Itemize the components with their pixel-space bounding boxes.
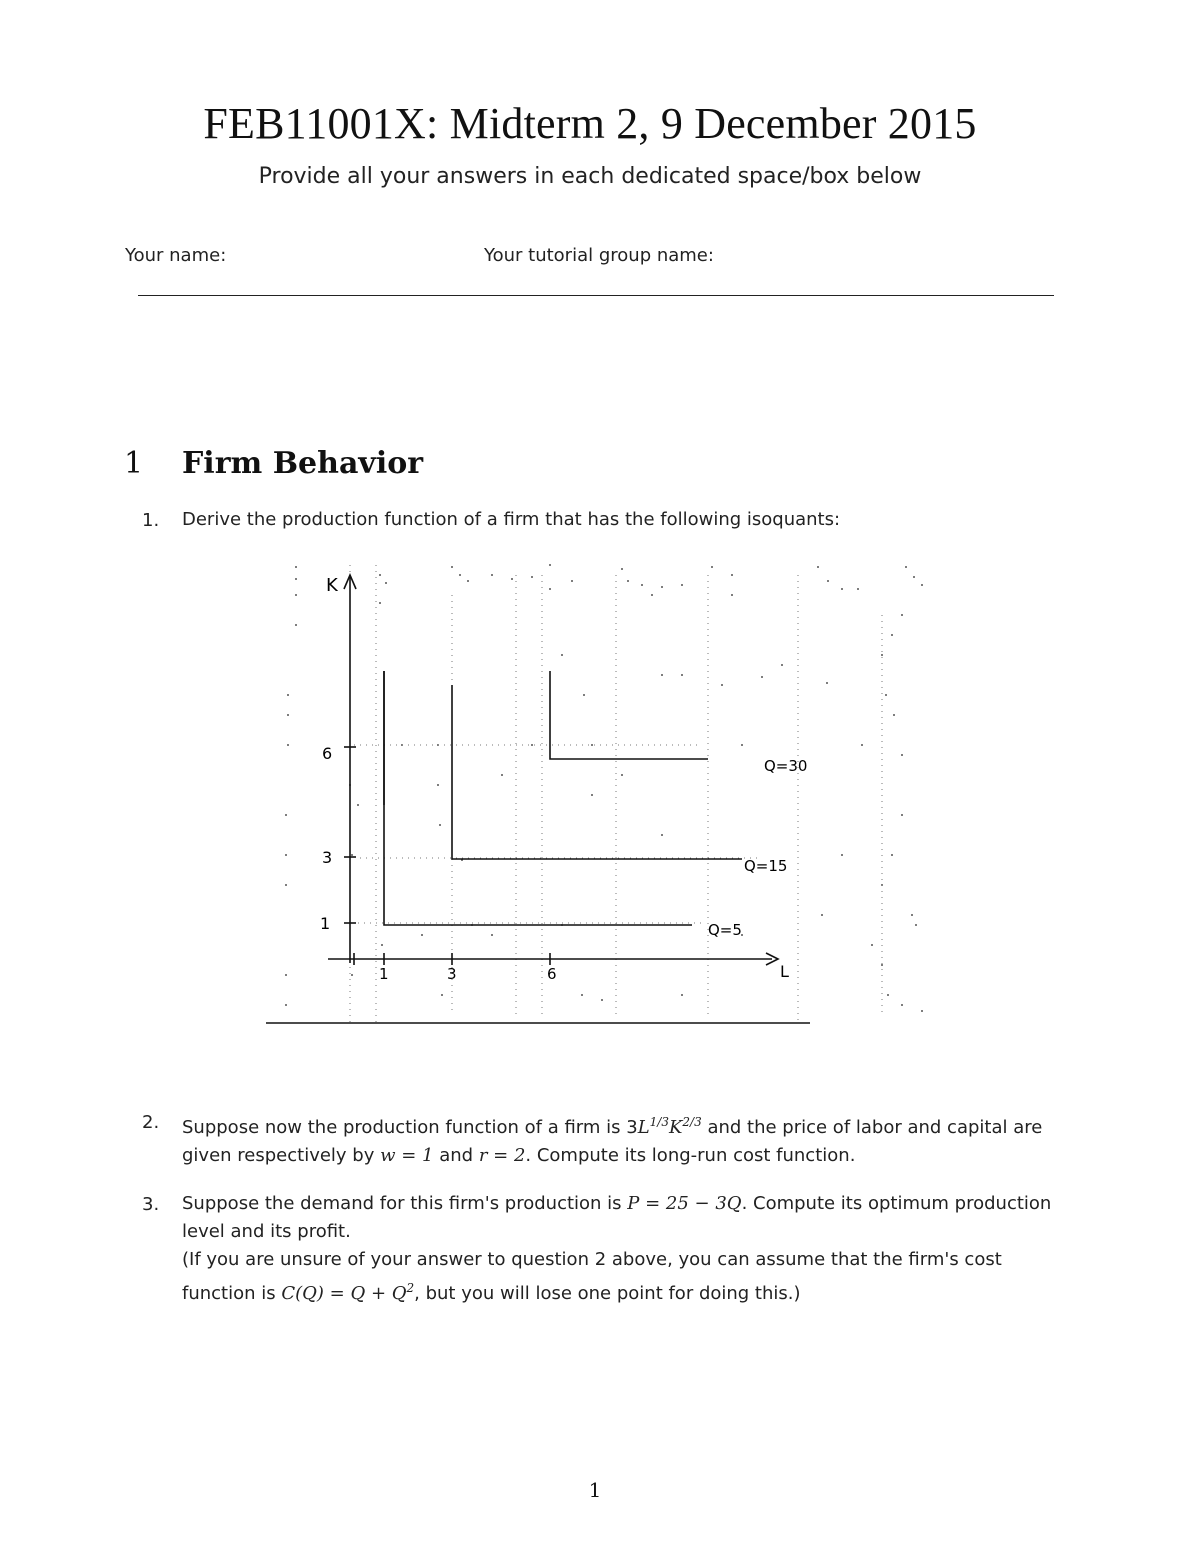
- question-3-number: 3.: [142, 1194, 160, 1215]
- name-answer-line: [138, 295, 1054, 296]
- isoquant-label-q30: Q=30: [764, 757, 808, 775]
- axis-y-label: K: [326, 575, 338, 596]
- section-number: 1: [124, 446, 144, 481]
- isoquant-diagram: [262, 555, 942, 1035]
- name-field-label: Your name:: [125, 245, 227, 266]
- isoquant-q5: [384, 671, 692, 925]
- question-1-number: 1.: [142, 510, 160, 531]
- section-title: Firm Behavior: [182, 446, 424, 481]
- axes: [328, 575, 778, 965]
- question-3-text: Suppose the demand for this firm's production is P = 25 − 3Q. Compute its optimum production level and its profit. (If you are unsure of your answer to question 2 above, you can assume that the firm's cost function is $C(Q) = Q + Q^2$, but you will lose one point for doing this.): [182, 1193, 1052, 1304]
- tutorial-group-field-label: Your tutorial group name:: [484, 245, 714, 266]
- scan-noise: [285, 564, 923, 1012]
- isoquant-lines: [384, 671, 742, 925]
- isoquant-label-q5: Q=5: [708, 921, 742, 939]
- isoquant-label-q15: Q=15: [744, 857, 788, 875]
- x-tick-6: 6: [547, 965, 557, 983]
- question-2-number: 2.: [142, 1112, 160, 1133]
- question-2-text: Suppose now the production function of a firm is $3L^{1/3}K^{2/3}$ and the price of labor and capital are given respectively by w = 1 and r = 2. Compute its long-run cost function.: [182, 1115, 1043, 1166]
- axis-x-label: L: [780, 962, 789, 981]
- isoquant-figure: [262, 555, 942, 1039]
- exam-title: FEB11001X: Midterm 2, 9 December 2015: [203, 99, 977, 148]
- page-number: 1: [588, 1478, 602, 1502]
- y-tick-1: 1: [320, 914, 331, 933]
- exam-instructions: Provide all your answers in each dedicated space/box below: [258, 164, 922, 189]
- isoquant-q15: [452, 685, 742, 859]
- y-tick-3: 3: [322, 848, 333, 867]
- y-tick-6: 6: [322, 744, 333, 763]
- question-1-text: Derive the production function of a firm that has the following isoquants:: [182, 509, 841, 530]
- x-tick-1: 1: [379, 965, 389, 983]
- isoquant-q30: [550, 671, 708, 759]
- x-tick-3: 3: [447, 965, 457, 983]
- scan-streaks: [350, 565, 882, 1025]
